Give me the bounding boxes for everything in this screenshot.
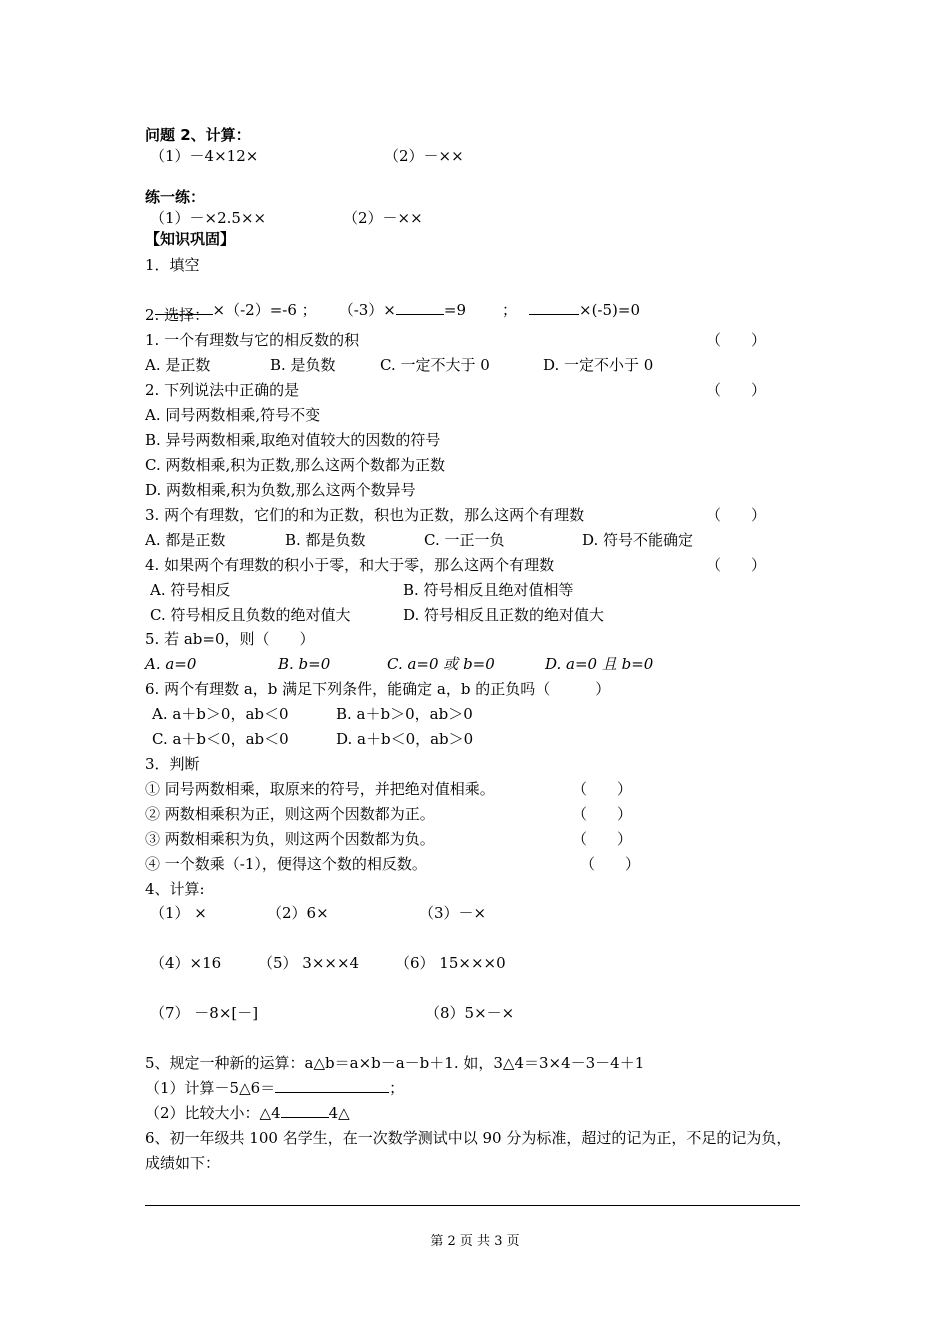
choice-q6-a: A. a＋b＞0，ab＜0 (152, 705, 289, 723)
judge-item-4: ④ 一个数乘（-1），便得这个数的相反数。 (145, 855, 427, 873)
calc-item-1: （1） × (150, 904, 207, 922)
fill-a: ×（-2）=-6 ； (212, 301, 317, 319)
problem2-title: 问题 2、计算： (145, 126, 251, 144)
choice-q6-b: B. a＋b＞0，ab＞0 (336, 705, 473, 723)
answer-paren: （ ） (706, 331, 767, 349)
choice-q5-a: A. a=0 (145, 655, 197, 673)
practice-q2: （2）－×× (343, 209, 423, 227)
newop-q2-end: 4△ (328, 1104, 350, 1122)
judge-item-1: ① 同号两数相乘，取原来的符号，并把绝对值相乘。 (145, 780, 495, 798)
fill-b2: =9 (443, 301, 466, 319)
answer-paren: （ ） (572, 830, 633, 848)
choice-q1-c: C. 一定不大于 0 (380, 356, 490, 374)
calc-item-7: （7） －8×[－] (150, 1004, 259, 1022)
practice-title: 练一练： (145, 188, 206, 206)
choice-q2: 2. 下列说法中正确的是 (145, 381, 300, 399)
calc-item-8: （8）5×－× (425, 1004, 515, 1022)
choice-q2-c: C. 两数相乘,积为正数,那么这两个数都为正数 (145, 456, 446, 474)
newop-line: 5、规定一种新的运算：a△b＝a×b－a－b＋1. 如，3△4＝3×4－3－4＋1 (145, 1054, 645, 1072)
judge-item-3: ③ 两数相乘积为负，则这两个因数都为负。 (145, 830, 435, 848)
choice-q2-d: D. 两数相乘,积为负数,那么这两个数异号 (145, 481, 416, 499)
fill-b1: （-3）× (338, 301, 396, 319)
fill-blank[interactable] (529, 300, 579, 315)
consolidate-title: 【知识巩固】 (145, 230, 236, 248)
choice-q4-a: A. 符号相反 (150, 581, 231, 599)
choice-q3-c: C. 一正一负 (424, 531, 505, 549)
choice-q5-b: B. b=0 (278, 655, 331, 673)
page-footer: 第 2 页 共 3 页 (430, 1234, 520, 1249)
footer-rule (145, 1205, 800, 1206)
newop-q2-blank[interactable] (281, 1103, 329, 1118)
choice-q6-c: C. a＋b＜0，ab＜0 (152, 730, 289, 748)
fill-heading: 1．填空 (145, 256, 200, 274)
choice-q2-b: B. 异号两数相乘,取绝对值较大的因数的符号 (145, 431, 441, 449)
choice-q1-a: A. 是正数 (145, 356, 211, 374)
calc-heading: 4、计算: (145, 880, 205, 898)
choice-q5: 5. 若 ab=0，则（ ） (145, 630, 315, 648)
choice-q5-c: C. a=0 或 b=0 (387, 655, 495, 673)
judge-item-2: ② 两数相乘积为正，则这两个因数都为正。 (145, 805, 435, 823)
choice-q4: 4. 如果两个有理数的积小于零，和大于零，那么这两个有理数 (145, 556, 555, 574)
choice-q3-b: B. 都是负数 (285, 531, 366, 549)
problem2-q1: （1）－4×12× (150, 147, 259, 165)
q6-line2: 成绩如下： (145, 1154, 221, 1172)
choice-q1: 1. 一个有理数与它的相反数的积 (145, 331, 360, 349)
answer-paren: （ ） (706, 506, 767, 524)
fill-blank[interactable] (396, 300, 444, 315)
calc-item-4: （4）×16 (150, 954, 222, 972)
newop-q1-end: ； (389, 1079, 405, 1097)
choice-q4-c: C. 符号相反且负数的绝对值大 (150, 606, 351, 624)
choice-q2-a: A. 同号两数相乘,符号不变 (145, 406, 321, 424)
newop-q2-text: （2）比较大小：△4 (145, 1104, 281, 1122)
choice-q1-b: B. 是负数 (270, 356, 336, 374)
answer-paren: （ ） (580, 855, 641, 873)
answer-paren: （ ） (572, 780, 633, 798)
choice-q6: 6. 两个有理数 a，b 满足下列条件，能确定 a，b 的正负吗（ ） (145, 680, 611, 698)
newop-q1 (145, 1078, 404, 1098)
choice-q5-d: D. a=0 且 b=0 (545, 655, 654, 673)
calc-item-5: （5） 3×××4 (258, 954, 360, 972)
choice-q4-d: D. 符号相反且正数的绝对值大 (403, 606, 605, 624)
fill-c0: ； (502, 301, 518, 319)
problem2-q2: （2）－×× (384, 147, 464, 165)
newop-q1-blank[interactable] (275, 1078, 389, 1093)
choice-q3: 3. 两个有理数，它们的和为正数，积也为正数，那么这两个有理数 (145, 506, 585, 524)
answer-paren: （ ） (706, 381, 767, 399)
answer-paren: （ ） (572, 805, 633, 823)
choice-q3-d: D. 符号不能确定 (582, 531, 694, 549)
choice-heading: 2. 选择： (145, 306, 210, 324)
choice-q3-a: A. 都是正数 (145, 531, 226, 549)
choice-q4-b: B. 符号相反且绝对值相等 (403, 581, 574, 599)
fill-row (145, 280, 640, 320)
judge-heading: 3．判断 (145, 755, 200, 773)
practice-q1: （1）－×2.5×× (150, 209, 267, 227)
calc-item-3: （3）－× (419, 904, 487, 922)
q6-line1: 6、初一年级共 100 名学生，在一次数学测试中以 90 分为标准，超过的记为正，不足的记为负， (145, 1129, 792, 1147)
calc-item-6: （6） 15×××0 (395, 954, 506, 972)
newop-q2 (145, 1103, 350, 1123)
choice-q1-d: D. 一定不小于 0 (543, 356, 654, 374)
calc-item-2: （2）6× (267, 904, 329, 922)
fill-c: ×(-5)=0 (579, 301, 641, 319)
newop-q1-text: （1）计算－5△6＝ (145, 1079, 276, 1097)
choice-q6-d: D. a＋b＜0，ab＞0 (336, 730, 474, 748)
answer-paren: （ ） (706, 556, 767, 574)
